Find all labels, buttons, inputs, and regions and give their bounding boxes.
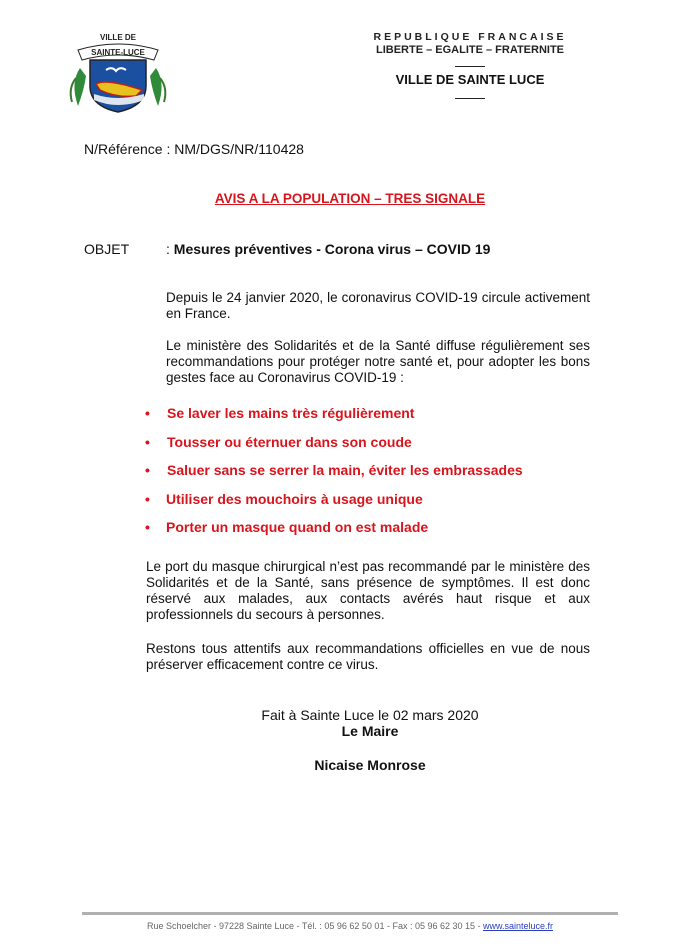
town-name: VILLE DE SAINTE LUCE [395, 72, 545, 87]
website-link[interactable]: www.sainteluce.fr [483, 921, 554, 931]
subject-value: Mesures préventives - Corona virus – COVID 19 [173, 241, 491, 257]
closing-paragraph: Restons tous attentifs aux recommandations officielles en vue de nous préserver efficacement contre ce virus. [146, 641, 590, 672]
bullet-icon: • [145, 405, 150, 421]
bullet-icon: • [145, 462, 150, 478]
header-divider [455, 66, 485, 67]
svg-text:VILLE DE: VILLE DE [99, 33, 137, 42]
subject-line [166, 241, 490, 257]
bullet-icon: • [145, 490, 150, 507]
subject-separator: : [166, 241, 174, 257]
reference-line: N/Référence : NM/DGS/NR/110428 [84, 141, 304, 157]
bullet-icon: • [145, 433, 150, 450]
mask-paragraph: Le port du masque chirurgical n’est pas recommandé par le ministère des Solidarités et de la Santé, sans présence de symptômes. Il est donc réservé aux malades, aux contacts avérés haut risque et aux professionnels du secours à personnes. [146, 559, 590, 622]
recommendation-list [144, 405, 564, 548]
list-item: • Se laver les mains très régulièrement [145, 405, 415, 421]
republic-heading: REPUBLIQUE FRANCAISE [373, 31, 567, 43]
intro-paragraph: Depuis le 24 janvier 2020, le coronavirus COVID-19 circule activement en France. [166, 290, 590, 321]
subject-label: OBJET [84, 241, 130, 257]
list-item: • Saluer sans se serrer la main, éviter les embrassades [145, 462, 523, 478]
town-crest-logo [66, 28, 170, 114]
footer-divider [82, 912, 618, 915]
notice-title [0, 190, 700, 208]
bullet-icon: • [145, 519, 150, 535]
place-date: Fait à Sainte Luce le 02 mars 2020 [261, 707, 479, 723]
header-divider [455, 98, 485, 99]
list-item: • Utiliser des mouchoirs à usage unique [145, 490, 423, 507]
list-item: • Porter un masque quand on est malade [145, 519, 429, 535]
republic-motto: LIBERTE – EGALITE – FRATERNITE [375, 44, 565, 56]
svg-text:SAINTE-LUCE: SAINTE-LUCE [91, 48, 145, 57]
signatory-title: Le Maire [341, 723, 399, 739]
footer [0, 921, 700, 931]
list-item: • Tousser ou éternuer dans son coude [145, 433, 412, 450]
footer-address: Rue Schoelcher - 97228 Sainte Luce - Tél. : 05 96 62 50 01 - Fax : 05 96 62 30 15 - [146, 921, 484, 931]
ministry-paragraph: Le ministère des Solidarités et de la Santé diffuse régulièrement ses recommandations pour protéger notre santé et, pour adopter les bons gestes face au Coronavirus COVID-19 : [166, 338, 590, 385]
notice-title-text: AVIS A LA POPULATION – TRES SIGNALE [214, 191, 486, 206]
signatory-name: Nicaise Monrose [314, 757, 426, 773]
